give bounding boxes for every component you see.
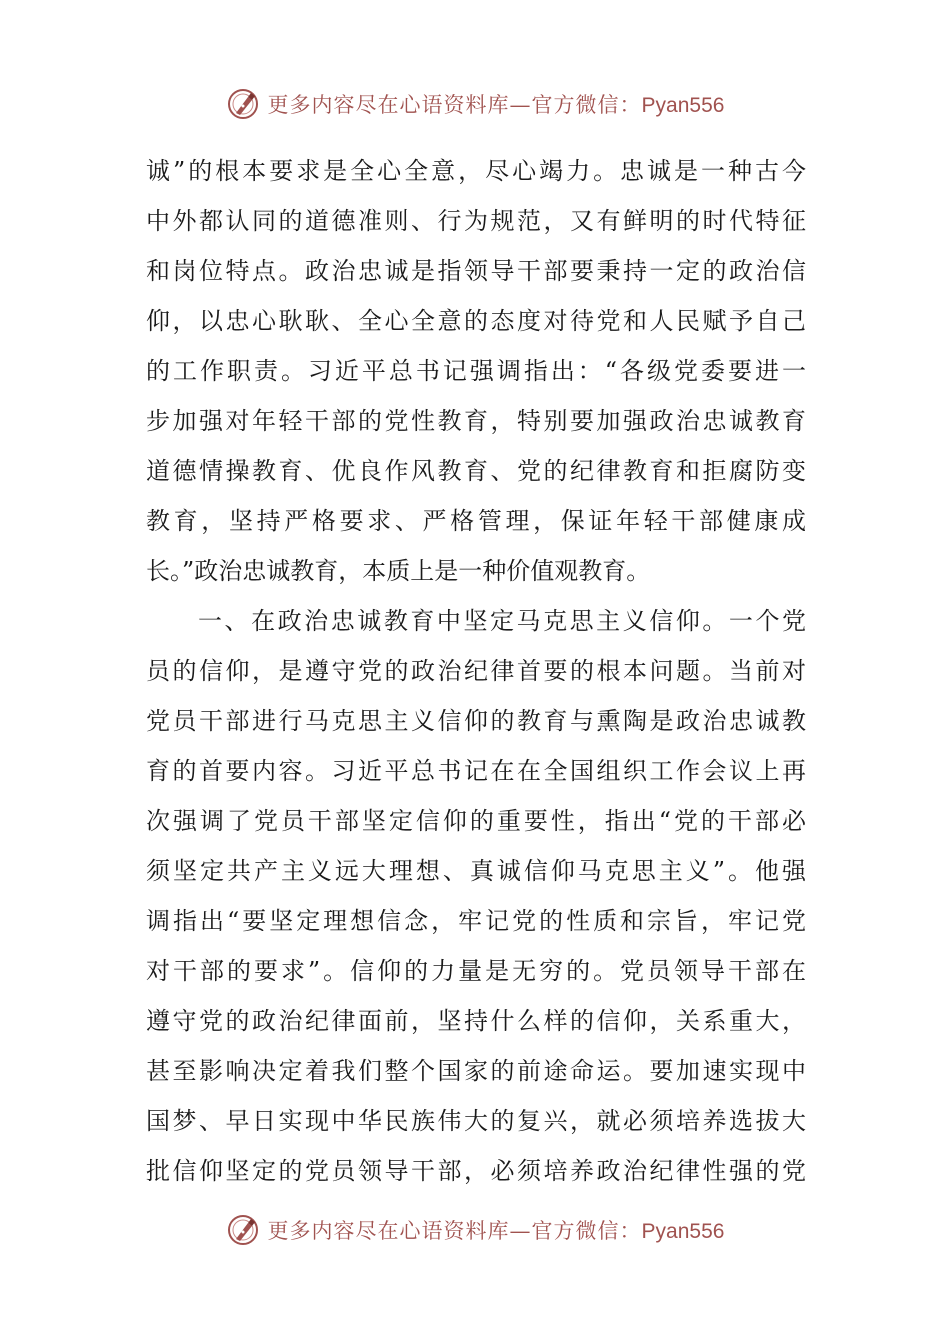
text-line: 调指出“要坚定理想信念，牢记党的性质和宗旨，牢记党 xyxy=(146,907,806,935)
text-line: 和岗位特点。政治忠诚是指领导干部要秉持一定的政治信 xyxy=(146,257,806,285)
header-banner-handle: Pyan556 xyxy=(641,94,725,117)
text-line: 的工作职责。习近平总书记强调指出：“各级党委要进一 xyxy=(146,357,806,385)
text-line: 对干部的要求”。信仰的力量是无穷的。党员领导干部在 xyxy=(146,957,806,985)
header-banner-label: 更多内容尽在心语资料库—官方微信： xyxy=(267,93,642,117)
footer-watermark-banner xyxy=(0,1208,950,1252)
document-body xyxy=(146,146,806,1196)
text-line: 长。”政治忠诚教育，本质上是一种价值观教育。 xyxy=(146,557,651,585)
text-line: 育的首要内容。习近平总书记在在全国组织工作会议上再 xyxy=(146,757,806,785)
footer-banner-text xyxy=(268,1215,725,1245)
footer-banner-handle: Pyan556 xyxy=(641,1220,725,1243)
text-line: 一、在政治忠诚教育中坚定马克思主义信仰。一个党 xyxy=(198,607,806,635)
text-line: 党员干部进行马克思主义信仰的教育与熏陶是政治忠诚教 xyxy=(146,707,806,735)
text-line: 道德情操教育、优良作风教育、党的纪律教育和拒腐防变 xyxy=(146,457,806,485)
text-line: 教育，坚持严格要求、严格管理，保证年轻干部健康成 xyxy=(146,507,806,535)
paragraph xyxy=(146,596,806,1196)
pen-nib-logo-icon xyxy=(226,87,260,121)
text-line: 须坚定共产主义远大理想、真诚信仰马克思主义”。他强 xyxy=(146,857,806,885)
pen-nib-logo-icon xyxy=(226,1213,260,1247)
text-line: 甚至影响决定着我们整个国家的前途命运。要加速实现中 xyxy=(146,1057,806,1085)
header-banner-text xyxy=(268,89,725,119)
text-line: 仰，以忠心耿耿、全心全意的态度对待党和人民赋予自己 xyxy=(146,307,806,335)
text-line: 诚”的根本要求是全心全意，尽心竭力。忠诚是一种古今 xyxy=(146,157,806,185)
paragraph xyxy=(146,146,806,596)
text-line: 员的信仰，是遵守党的政治纪律首要的根本问题。当前对 xyxy=(146,657,806,685)
footer-banner-label: 更多内容尽在心语资料库—官方微信： xyxy=(267,1219,642,1243)
text-line: 次强调了党员干部坚定信仰的重要性，指出“党的干部必 xyxy=(146,807,806,835)
text-line: 批信仰坚定的党员领导干部，必须培养政治纪律性强的党 xyxy=(146,1157,806,1185)
text-line: 中外都认同的道德准则、行为规范，又有鲜明的时代特征 xyxy=(146,207,806,235)
text-line: 遵守党的政治纪律面前，坚持什么样的信仰，关系重大， xyxy=(146,1007,806,1035)
header-watermark-banner xyxy=(0,82,950,126)
text-line: 步加强对年轻干部的党性教育，特别要加强政治忠诚教育 xyxy=(146,407,806,435)
text-line: 国梦、早日实现中华民族伟大的复兴，就必须培养选拔大 xyxy=(146,1107,806,1135)
